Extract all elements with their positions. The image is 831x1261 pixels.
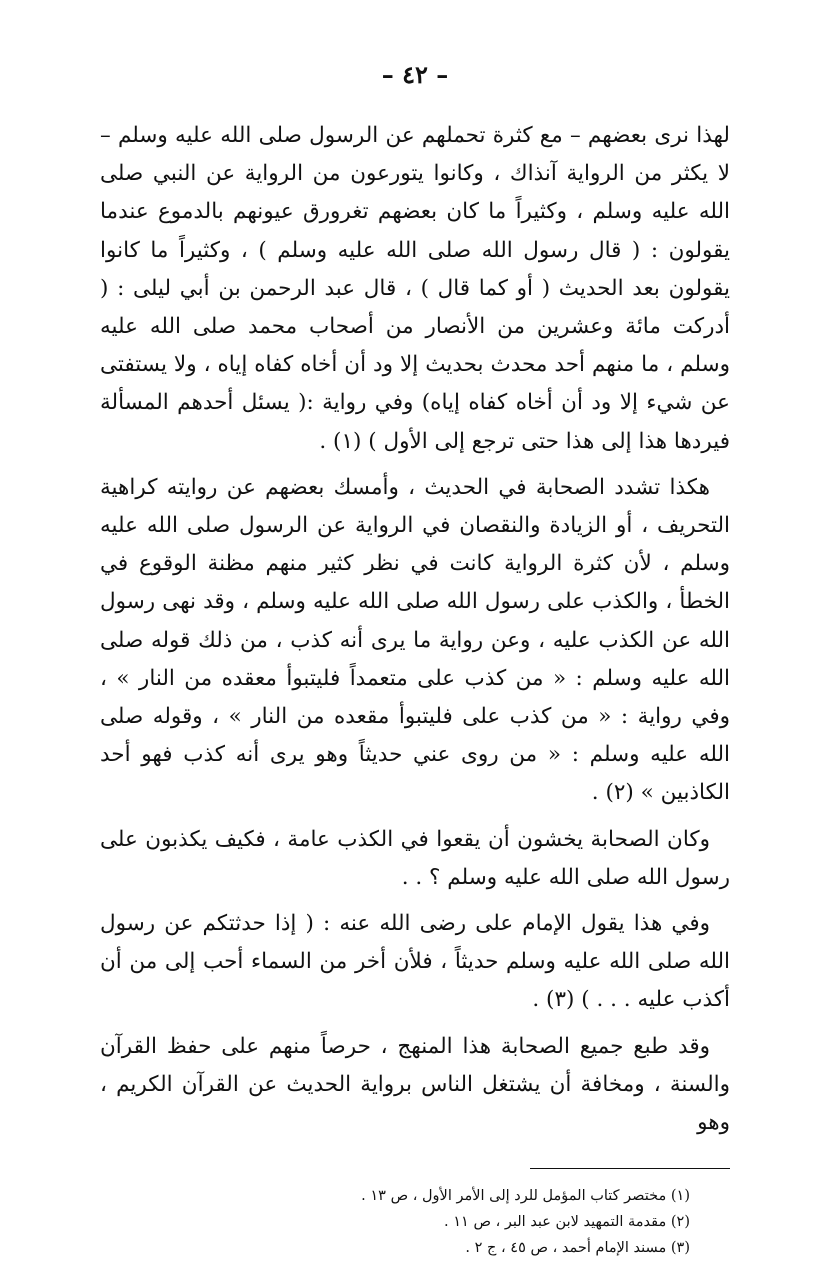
footnote-divider [530,1168,730,1169]
paragraph-companions-method: وقد طبع جميع الصحابة هذا المنهج ، حرصاً منهم على حفظ القرآن والسنة ، ومخافة أن يشتغل الناس برواية الحديث عن القرآن الكريم ، وهو [100,1033,730,1136]
footnote-2: (٢) مقدمة التمهيد لابن عبد البر ، ص ١١ . [444,1214,690,1231]
book-page [100,60,730,1261]
paragraph-strictness-in-hadith: هكذا تشدد الصحابة في الحديث ، وأمسك بعضهم عن روايته كراهية التحريف ، أو الزيادة والنقصان في الرواية عن الرسول صلى الله عليه وسلم ، لأن كثرة الرواية كانت في نظر كثير منهم مظنة الوقوع في الخطأ ، والكذب على رسول الله صلى الله عليه وسلم ، وقد نهى رسول الله عن الكذب عليه ، وعن رواية ما يرى أنه كذب ، من ذلك قوله صلى الله عليه وسلم : « من كذب على متعمداً فليتبوأ معقده من النار » ، وفي رواية : « من كذب على فليتبوأ مقعده من النار » ، وقوله صلى الله عليه وسلم : « من روى عني حديثاً وهو يرى أنه كذب فهو أحد الكاذبين » (٢) . [100,474,730,806]
paragraph-imam-ali-quote: وفي هذا يقول الإمام على رضى الله عنه : ( إذا حدثتكم عن رسول الله صلى الله عليه وسلم حديثاً ، فلأن أخر من السماء أحب إلى من أن أكذب عليه . . . ) (٣) . [100,911,731,1013]
paragraph-companions-caution: لهذا نرى بعضهم – مع كثرة تحملهم عن الرسول صلى الله عليه وسلم – لا يكثر من الرواية آنذاك ، وكانوا يتورعون من الرواية عن النبي صلى الله عليه وسلم ، وكثيراً ما كان بعضهم تغرورق عيونهم بالدموع عندما يقولون : ( قال رسول الله صلى الله عليه وسلم ) ، وكثيراً ما كانوا يقولون بعد الحديث ( أو كما قال ) ، قال عبد الرحمن بن أبي ليلى : ( أدركت مائة وعشرين من الأنصار من أصحاب محمد صلى الله عليه وسلم ، ما منهم أحد محدث بحديث إلا ود أن أخاه كفاه إياه ، ولا يستفتى عن شيء إلا ود أن أخاه كفاه إياه) وفي رواية :( يسئل أحدهم المسألة فيردها هذا إلى هذا حتى ترجع إلى الأول ) (١) . [100,123,730,454]
footnote-1: (١) مختصر كتاب المؤمل للرد إلى الأمر الأول ، ص ١٣ . [361,1188,690,1205]
footnote-3: (٣) مسند الإمام أحمد ، ص ٤٥ ، ج ٢ . [465,1240,690,1257]
footnotes-list [100,1183,730,1261]
page-number: – ٤٢ – [381,60,449,89]
paragraph-fear-of-lying: وكان الصحابة يخشون أن يقعوا في الكذب عامة ، فكيف يكذبون على رسول الله صلى الله عليه وسلم ؟ . . [100,826,730,890]
